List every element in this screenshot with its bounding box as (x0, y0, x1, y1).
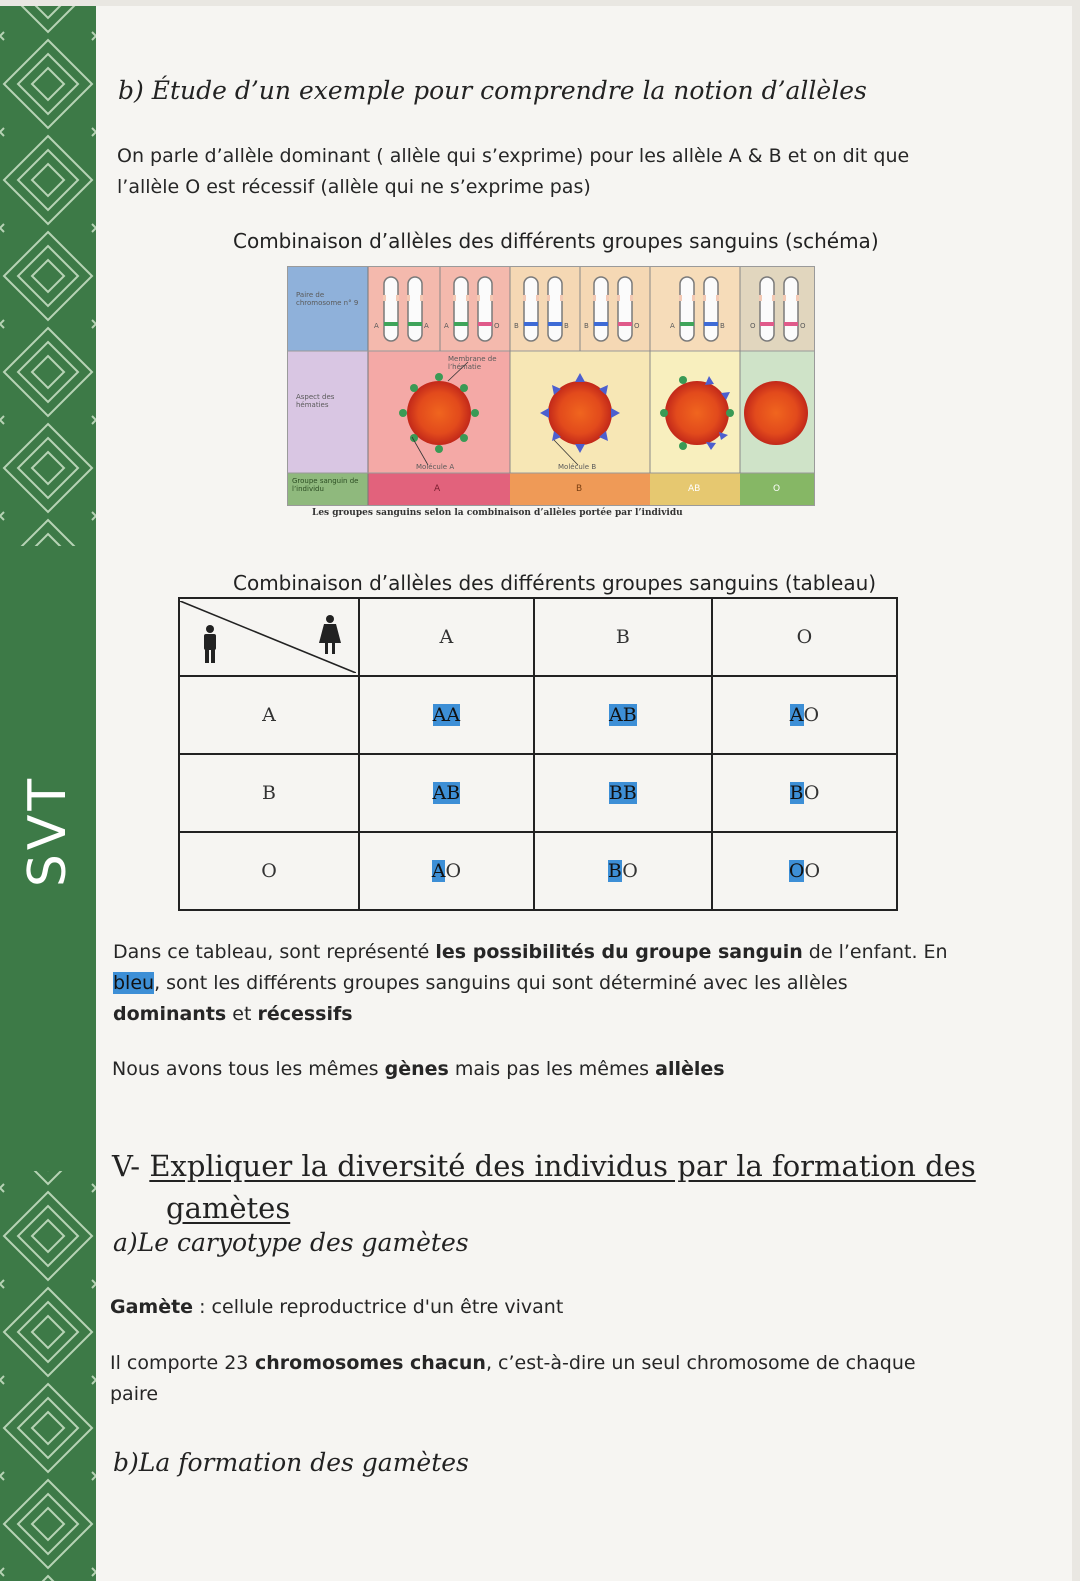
bold-text: récessifs (257, 1003, 353, 1025)
dominance-paragraph (117, 141, 997, 203)
text: paire (110, 1383, 159, 1405)
blood-group-schema (287, 266, 815, 506)
paragraph-line: l’allèle O est récessif (allèle qui ne s’exprime pas) (117, 176, 591, 198)
text: mais pas les mêmes (448, 1058, 656, 1080)
allele-label: B (584, 322, 589, 330)
row-header: O (179, 832, 359, 910)
allele-table (178, 597, 898, 911)
subsection-a-heading: a)Le caryotype des gamètes (113, 1228, 469, 1257)
text: Dans ce tableau, sont représenté (113, 941, 436, 963)
explanation-paragraph (113, 937, 993, 1030)
section-number: V- (112, 1149, 150, 1183)
paragraph-line: On parle d’allèle dominant ( allèle qui s’exprime) pour les allèle A & B et on dit que (117, 145, 910, 167)
table-cell (534, 676, 712, 754)
allele-label: A (670, 322, 675, 330)
table-header-row (179, 598, 897, 676)
text: Nous avons tous les mêmes (112, 1058, 385, 1080)
cell-rest: O (804, 860, 821, 882)
corner-diagonal (180, 601, 356, 673)
membrane-label: Membrane de l’hématie (448, 355, 497, 371)
highlight: O (788, 860, 805, 882)
allele-label: O (494, 322, 500, 330)
section-b-heading: b) Étude d’un exemple pour comprendre la notion d’allèles (118, 76, 867, 105)
col-header-a: A (359, 598, 534, 676)
highlight: AB (609, 704, 637, 726)
table-cell (712, 754, 897, 832)
table-row (179, 754, 897, 832)
bold-text: allèles (655, 1058, 725, 1080)
table-row (179, 832, 897, 910)
table-cell (359, 676, 534, 754)
highlight: A (789, 704, 804, 726)
row-label-group: Groupe sanguin de l’individu (292, 477, 359, 493)
section-v-title (112, 1145, 992, 1229)
sidebar-band (0, 6, 96, 1581)
bold-text: chromosomes chacun (248, 1352, 486, 1374)
text: , sont les différents groupes sanguins qui sont déterminé avec les allèles (154, 972, 848, 994)
highlight: bleu (113, 972, 155, 994)
group-label-o: O (773, 484, 781, 494)
row-header: B (179, 754, 359, 832)
col-header-o: O (712, 598, 897, 676)
male-figure-icon (204, 625, 216, 663)
schema-caption: Combinaison d’allèles des différents groupes sanguins (schéma) (233, 229, 879, 253)
allele-label: A (444, 322, 449, 330)
subsection-b-heading: b)La formation des gamètes (113, 1448, 469, 1477)
allele-label: B (514, 322, 519, 330)
allele-label: B (720, 322, 725, 330)
title-line: gamètes (166, 1191, 291, 1225)
chromosome-paragraph (110, 1348, 990, 1410)
table-cell (359, 754, 534, 832)
cell-rest: O (803, 782, 820, 804)
text: de l’enfant. En (802, 941, 948, 963)
row-label-chromosome: Paire de chromosome n° 9 (296, 291, 359, 307)
table-cell (534, 754, 712, 832)
highlight: AB (432, 782, 461, 804)
title-line: Expliquer la diversité des individus par la formation des (149, 1149, 976, 1183)
text: , c’est-à-dire un seul chromosome de chaque (485, 1352, 916, 1374)
table-row (179, 676, 897, 754)
allele-label: O (634, 322, 640, 330)
text: et (226, 1003, 258, 1025)
highlight: B (607, 860, 623, 882)
highlight: A (431, 860, 446, 882)
text: Il comporte (110, 1352, 225, 1374)
table-cell (359, 832, 534, 910)
genes-sentence (112, 1054, 992, 1085)
allele-label: A (374, 322, 379, 330)
table-caption: Combinaison d’allèles des différents groupes sanguins (tableau) (233, 571, 877, 595)
bold-text: dominants (113, 1003, 227, 1025)
schema-drawing (288, 267, 814, 505)
text: 23 (224, 1352, 249, 1374)
group-label-ab: AB (688, 484, 701, 494)
allele-label: A (424, 322, 429, 330)
bold-text: gènes (384, 1058, 449, 1080)
row-label-aspect: Aspect des hématies (296, 393, 335, 409)
schema-figure-caption: Les groupes sanguins selon la combinaison d’allèles portée par l’individu (312, 508, 683, 518)
highlight: AA (432, 704, 461, 726)
female-figure-icon (319, 615, 341, 654)
allele-label: B (564, 322, 569, 330)
row-header: A (179, 676, 359, 754)
table-cell (712, 832, 897, 910)
text: : cellule reproductrice d'un être vivant (193, 1296, 564, 1318)
subject-label: SVT (18, 774, 78, 888)
table-cell (534, 832, 712, 910)
allele-label: O (800, 322, 806, 330)
group-label-b: B (576, 484, 583, 494)
group-label-a: A (434, 484, 441, 494)
cell-rest: O (445, 860, 462, 882)
cell-rest: O (803, 704, 820, 726)
gamete-definition (110, 1292, 990, 1323)
molecule-b-label: Molécule B (558, 463, 597, 471)
bold-text: les possibilités du groupe sanguin (435, 941, 803, 963)
cell-rest: O (622, 860, 638, 882)
col-header-b: B (534, 598, 712, 676)
corner-cell (179, 598, 359, 676)
bold-text: Gamète (110, 1296, 194, 1318)
table-cell (712, 676, 897, 754)
highlight: B (789, 782, 804, 804)
highlight: BB (608, 782, 637, 804)
molecule-a-label: Molécule A (416, 463, 455, 471)
allele-label: O (750, 322, 756, 330)
